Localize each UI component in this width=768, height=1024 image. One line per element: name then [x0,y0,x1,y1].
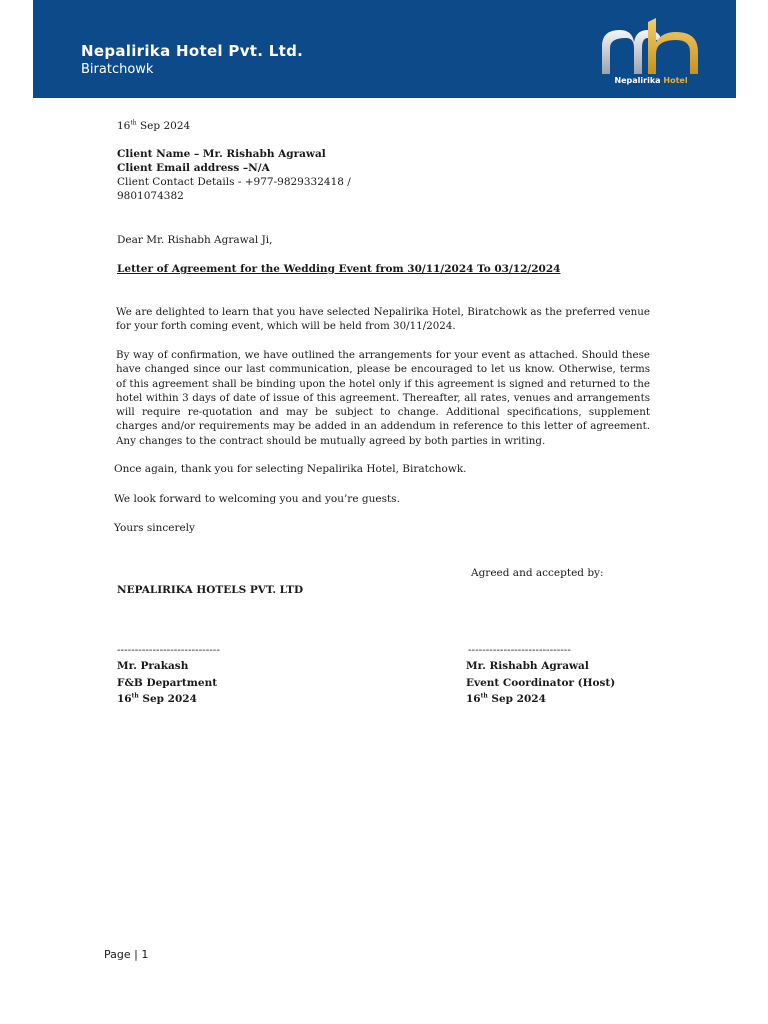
closing-line: Yours sincerely [114,522,195,534]
signature-line-right: ----------------------------- [468,644,571,656]
client-name: Client Name – Mr. Rishabh Agrawal [117,148,326,160]
welcome-line: We look forward to welcoming you and you’re guests. [114,493,400,505]
company-name: Nepalirika Hotel Pvt. Ltd. [81,42,304,60]
letter-date [117,119,190,133]
signatory-role-right: Event Coordinator (Host) [466,677,616,689]
thanks-line: Once again, thank you for selecting Nepalirika Hotel, Biratchowk. [114,463,467,475]
date-day: 16 [117,120,131,132]
logo-word-nepalirika: Nepalirika [614,76,661,85]
date-day: 16 [466,693,481,705]
date-suffix: th [130,119,137,127]
page-number: Page | 1 [104,948,149,961]
company-signoff: NEPALIRIKA HOTELS PVT. LTD [117,584,304,596]
logo-word-hotel: Hotel [663,76,688,85]
agreed-label: Agreed and accepted by: [471,567,604,579]
date-suffix: th [480,692,488,700]
paragraph-confirmation-terms: By way of confirmation, we have outlined the arrangements for your event as attached. Should these have changed since our last communication, please be encouraged to let us know. Otherwise, terms of this agreement shall be binding upon the hotel only if this agreement is signed and returned to the hotel within 3 days of date of issue of this agreement. Thereafter, all rates, venues and arrangements will require re-quotation and may be subject to change. Additional specifications, supplement charges and/or requirements may be added in an addendum in reference to this letter of agreement. Any changes to the contract should be mutually agreed by both parties in writing. [116,349,650,447]
paragraph-venue-selection: We are delighted to learn that you have selected Nepalirika Hotel, Biratchowk as the preferred venue for your forth coming event, which will be held from 30/11/2024. [116,306,650,333]
signatory-name-right: Mr. Rishabh Agrawal [466,660,589,672]
signatory-date-left [117,692,197,706]
signatory-name-left: Mr. Prakash [117,660,189,672]
logo-wordmark [596,76,706,85]
date-rest: Sep 2024 [138,693,197,705]
signature-line-left: ----------------------------- [117,644,220,656]
letterhead-banner [33,0,736,98]
date-rest: Sep 2024 [136,120,191,132]
salutation: Dear Mr. Rishabh Agrawal Ji, [117,234,273,246]
client-contact-line2: 9801074382 [117,190,184,202]
client-contact-line1: Client Contact Details - +977-9829332418 / [117,176,351,188]
date-suffix: th [131,692,139,700]
mh-monogram-icon [596,16,706,78]
signatory-date-right [466,692,546,706]
company-location: Biratchowk [81,62,154,77]
date-day: 16 [117,693,132,705]
date-rest: Sep 2024 [487,693,546,705]
client-email: Client Email address –N/A [117,162,270,174]
hotel-logo [596,16,706,90]
letter-subject: Letter of Agreement for the Wedding Event from 30/11/2024 To 03/12/2024 [117,263,561,275]
signatory-role-left: F&B Department [117,677,218,689]
